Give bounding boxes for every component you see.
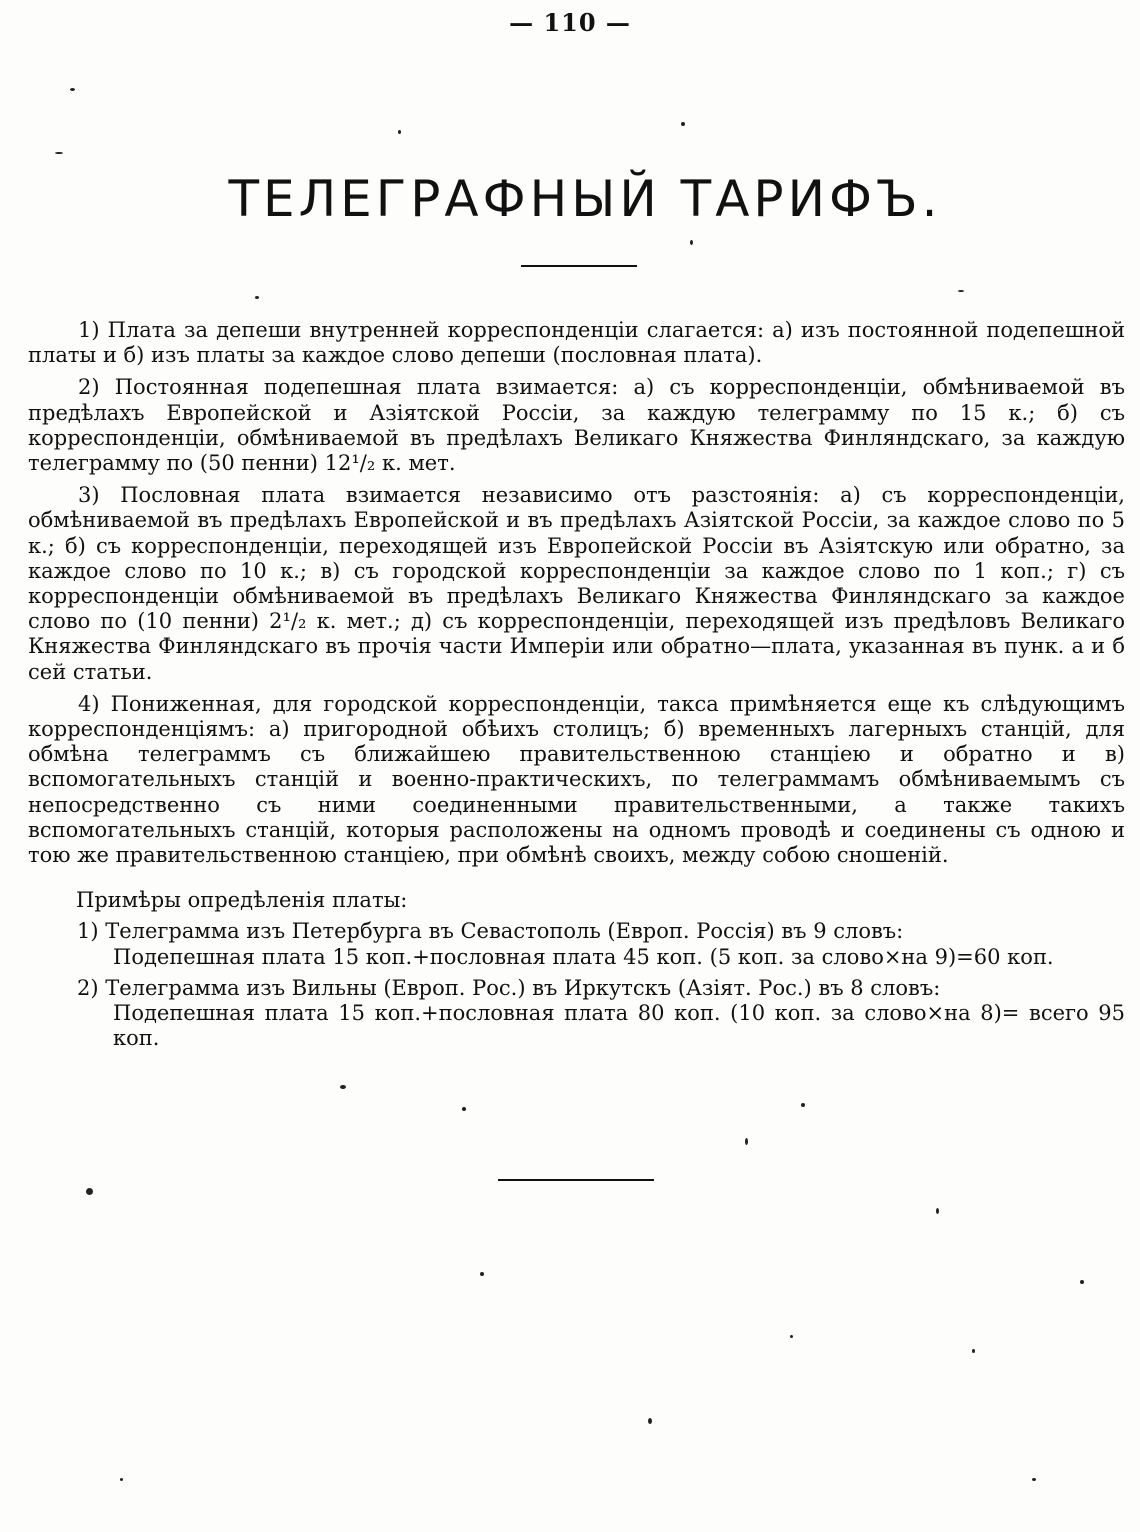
scan-speck	[972, 1349, 975, 1353]
scan-speck	[681, 122, 685, 126]
paragraph-1: 1) Плата за депеши внутренней корреспонденціи слагается: а) изъ постоянной подепешной платы и б) изъ платы за каждое слово депеши (пословная плата).	[28, 318, 1125, 368]
page-title: ТЕЛЕГРАФНЫЙ ТАРИФЪ.	[228, 170, 942, 228]
example-1-title: 1) Телеграмма изъ Петербурга въ Севастополь (Европ. Россія) въ 9 словъ:	[77, 919, 904, 944]
scan-speck	[340, 1085, 346, 1089]
example-1	[28, 919, 1125, 969]
scan-speck	[801, 1103, 805, 1107]
scan-speck	[86, 1188, 93, 1195]
paragraph-3: 3) Пословная плата взимается независимо отъ разстоянія: а) съ корреспонденціи, обмѣниваемой въ предѣлахъ Европейской и въ предѣлахъ Азіятской Россіи, за каждое слово по 5 к.; б) съ корреспонденціи, переходящей изъ Европейской Россіи въ Азіятскую или обратно, за каждое слово по 10 к.; в) съ городской корреспонденціи за каждое слово по 1 коп.; г) съ корреспонденціи обмѣниваемой въ предѣлахъ Великаго Княжества Финляндскаго за каждое слово по (10 пенни) 2¹/₂ к. мет.; д) съ корреспонденціи, переходящей изъ предѣловъ Великаго Княжества Финляндскаго въ прочія части Имперіи или обратно—плата, указанная въ пунк. а и б сей статьи.	[28, 483, 1125, 684]
page-number: — 110 —	[509, 8, 631, 37]
scan-speck	[398, 130, 401, 134]
example-1-calc: Подепешная плата 15 коп.+пословная плата 45 коп. (5 коп. за слово×на 9)=60 коп.	[113, 944, 1054, 969]
example-2	[28, 976, 1125, 1052]
scan-speck	[648, 1418, 652, 1424]
body-text	[28, 318, 1125, 1057]
scan-speck	[462, 1107, 466, 1111]
scan-speck	[120, 1478, 123, 1481]
scan-speck	[958, 290, 964, 292]
paragraph-2: 2) Постоянная подепешная плата взимается: а) съ корреспонденціи, обмѣниваемой въ предѣлахъ Европейской и Азіятской Россіи, за каждую телеграмму по 15 к.; б) съ корреспонденціи, обмѣниваемой въ предѣлахъ Великаго Княжества Финляндскаго, за каждую телеграмму по (50 пенни) 12¹/₂ к. мет.	[28, 375, 1125, 476]
scan-speck	[480, 1272, 484, 1276]
closing-divider	[498, 1179, 654, 1181]
scan-speck	[255, 296, 259, 299]
scan-speck	[790, 1335, 793, 1338]
paragraph-4: 4) Пониженная, для городской корреспонденціи, такса примѣняется еще къ слѣдующимъ корреспонденціямъ: а) пригородной обѣихъ столицъ; б) временныхъ лагерныхъ станцій, для обмѣна телеграммъ съ ближайшею правительственною станціею и обратно и в) вспомогательныхъ станцій и военно-практическихъ, по телеграммамъ обмѣниваемымъ съ непосредственно съ ними соединенными правительственными, а также такихъ вспомогательныхъ станцій, которыя расположены на одномъ проводѣ и соединены съ одною и тою же правительственною станціею, при обмѣнѣ своихъ, между собою сношеній.	[28, 691, 1125, 868]
scan-speck	[936, 1208, 939, 1214]
example-2-title: 2) Телеграмма изъ Вильны (Европ. Рос.) въ Иркутскъ (Азіят. Рос.) въ 8 словъ:	[77, 975, 941, 1000]
scan-speck	[70, 88, 75, 91]
examples-heading: Примѣры опредѣленія платы:	[76, 888, 408, 913]
scan-speck	[55, 152, 63, 154]
examples-section	[28, 888, 1125, 1051]
scan-speck	[690, 240, 693, 245]
example-2-calc: Подепешная плата 15 коп.+пословная плата 80 коп. (10 коп. за слово×на 8)= всего 95 коп.	[113, 1001, 1125, 1051]
scan-speck	[1080, 1280, 1084, 1284]
scan-speck	[1032, 1478, 1036, 1481]
title-divider	[521, 265, 637, 267]
scan-speck	[745, 1138, 748, 1145]
